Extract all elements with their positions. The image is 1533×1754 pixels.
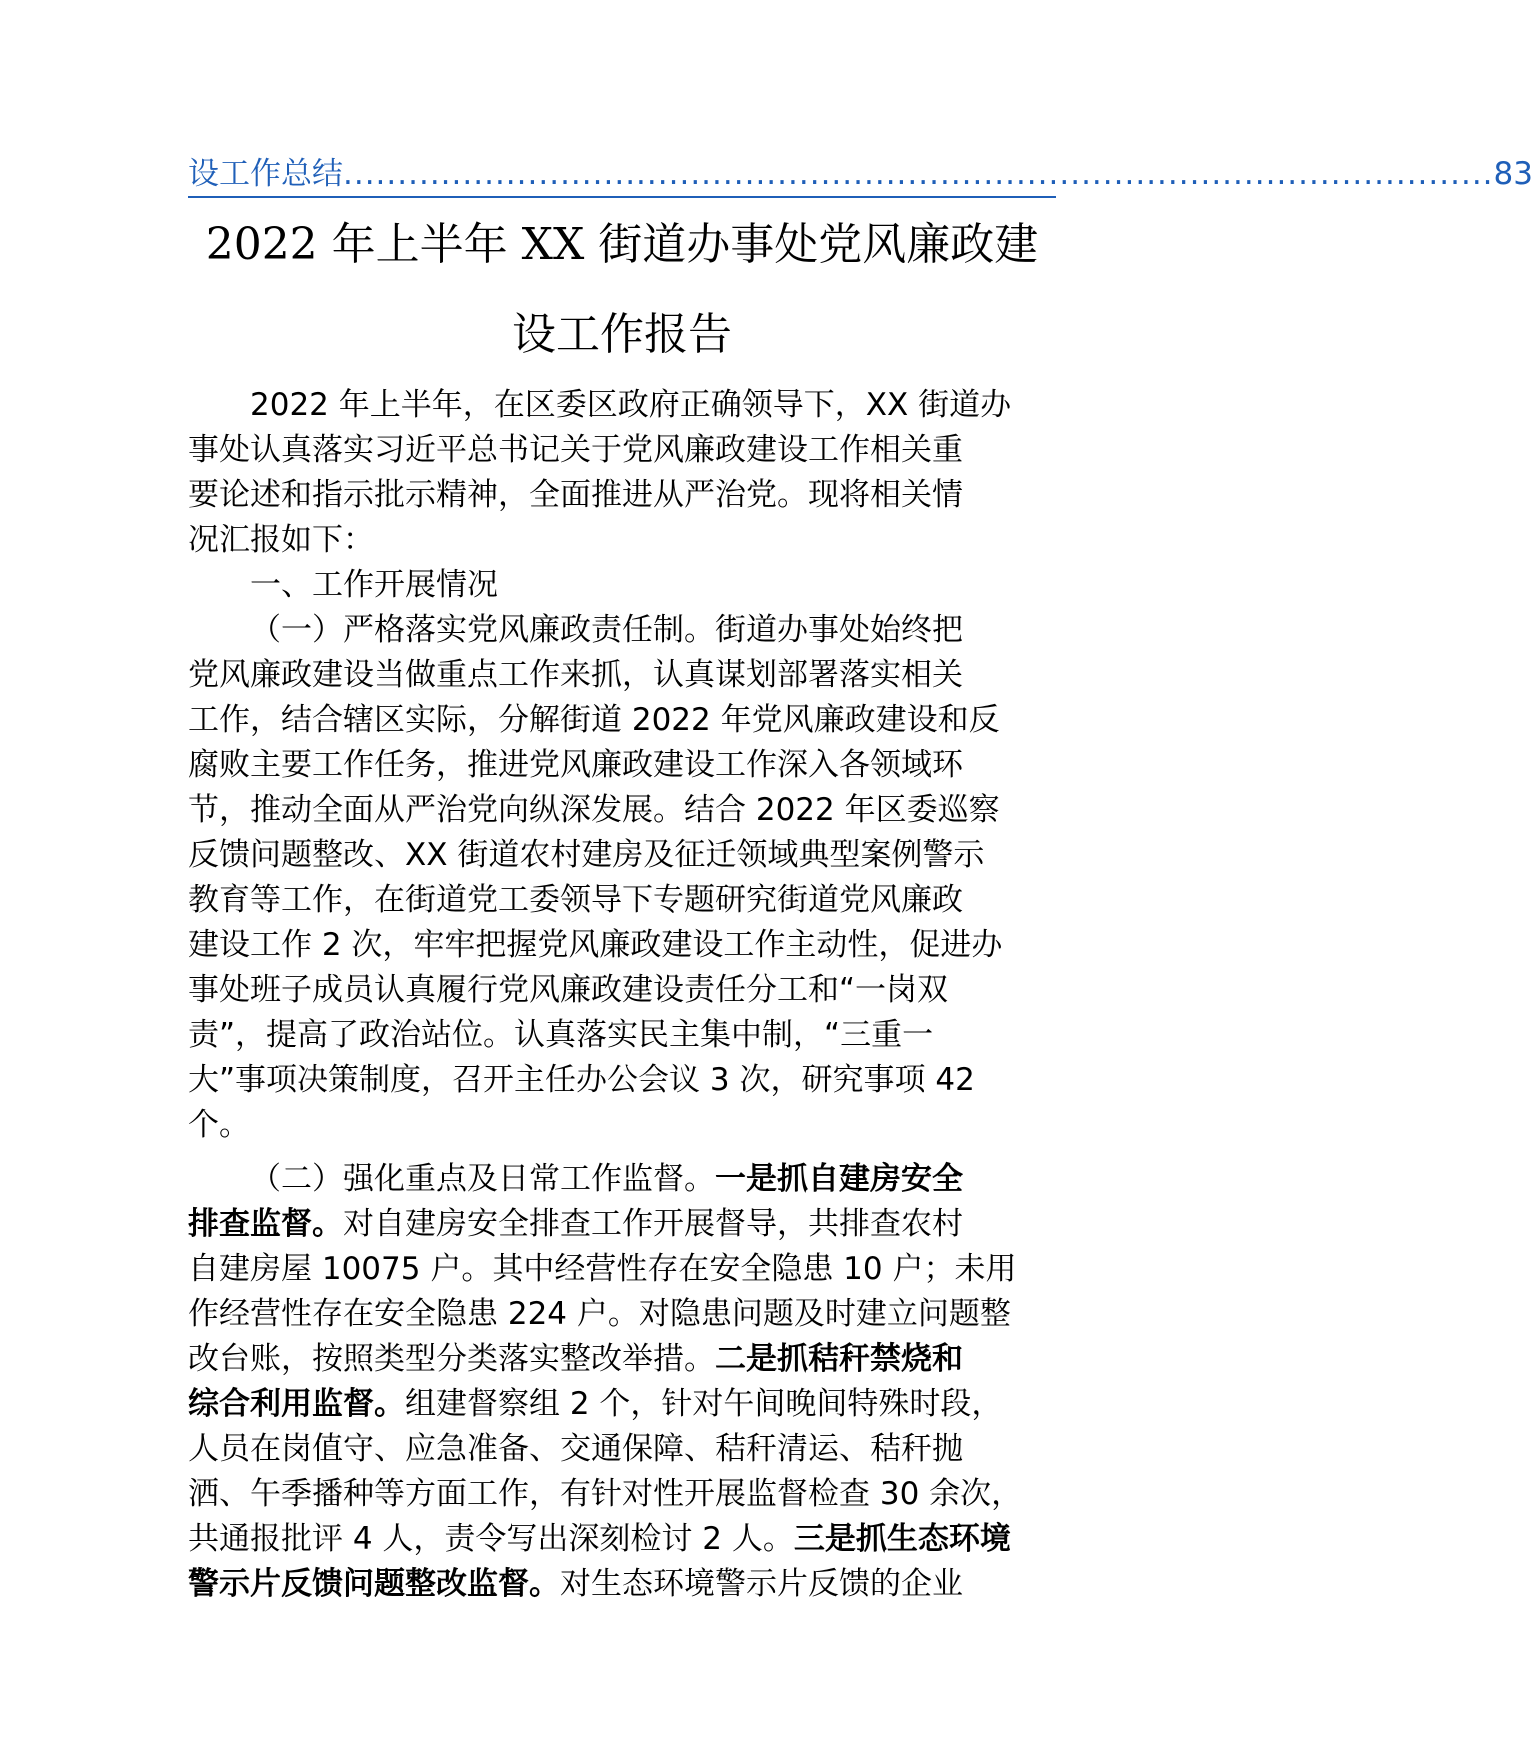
toc-entry-text[interactable]: 设工作总结 bbox=[188, 156, 343, 192]
toc-leader-dots: .......................................................................................................... bbox=[343, 156, 1494, 192]
bold-keyphrase: 三是抓生态环境 bbox=[793, 1521, 1011, 1557]
paragraph-line: 大”事项决策制度，召开主任办公会议 3 次，研究事项 42 bbox=[188, 1062, 975, 1098]
paragraph-line: 2022 年上半年，在区委区政府正确领导下，XX 街道办 bbox=[250, 387, 1012, 423]
subheading-text: （二）强化重点及日常工作监督。 bbox=[250, 1161, 715, 1197]
bold-keyphrase: 综合利用监督。 bbox=[188, 1386, 405, 1422]
paragraph-line: 党风廉政建设当做重点工作来抓，认真谋划部署落实相关 bbox=[188, 657, 963, 693]
bold-keyphrase: 警示片反馈问题整改监督。 bbox=[188, 1566, 560, 1602]
paragraph-line bbox=[188, 1517, 1056, 1562]
paragraph-line: 工作，结合辖区实际，分解街道 2022 年党风廉政建设和反 bbox=[188, 702, 1000, 738]
paragraph-line: 节，推动全面从严治党向纵深发展。结合 2022 年区委巡察 bbox=[188, 792, 1000, 828]
paragraph-line bbox=[188, 1562, 1056, 1607]
supervision-paragraph bbox=[188, 1157, 1056, 1607]
toc-entry-link[interactable] bbox=[188, 152, 1533, 198]
document-body bbox=[188, 383, 1056, 1607]
paragraph-line bbox=[188, 1202, 1056, 1247]
paragraph-text: 改台账，按照类型分类落实整改举措。 bbox=[188, 1341, 715, 1377]
bold-keyphrase: 一是抓自建房安全 bbox=[715, 1161, 963, 1197]
paragraph-line: 反馈问题整改、XX 街道农村建房及征迁领域典型案例警示 bbox=[188, 837, 985, 873]
toc-page-number[interactable]: 83 bbox=[1493, 156, 1533, 192]
paragraph-line: 人员在岗值守、应急准备、交通保障、秸秆清运、秸秆抛 bbox=[188, 1431, 963, 1467]
paragraph-line: 作经营性存在安全隐患 224 户。对隐患问题及时建立问题整 bbox=[188, 1296, 1011, 1332]
paragraph-line: 腐败主要工作任务，推进党风廉政建设工作深入各领域环 bbox=[188, 747, 963, 783]
paragraph-line: 建设工作 2 次，牢牢把握党风廉政建设工作主动性，促进办 bbox=[188, 927, 1003, 963]
paragraph-line: 洒、午季播种等方面工作，有针对性开展监督检查 30 余次， bbox=[188, 1476, 1023, 1512]
paragraph-text: 组建督察组 2 个，针对午间晚间特殊时段， bbox=[405, 1386, 1003, 1422]
paragraph-line: 况汇报如下： bbox=[188, 522, 374, 558]
paragraph-text: 对生态环境警示片反馈的企业 bbox=[560, 1566, 963, 1602]
paragraph-text: 共通报批评 4 人，责令写出深刻检讨 2 人。 bbox=[188, 1521, 794, 1557]
paragraph-line: 责”，提高了政治站位。认真落实民主集中制，“三重一 bbox=[188, 1017, 934, 1053]
document-title-line-1: 2022 年上半年 XX 街道办事处党风廉政建 bbox=[205, 219, 1039, 270]
document-title-line-2: 设工作报告 bbox=[512, 309, 732, 360]
paragraph-line: 自建房屋 10075 户。其中经营性存在安全隐患 10 户；未用 bbox=[188, 1251, 1017, 1287]
paragraph-line: 事处认真落实习近平总书记关于党风廉政建设工作相关重 bbox=[188, 432, 963, 468]
responsibility-paragraph bbox=[188, 608, 1056, 1148]
paragraph-line: （一）严格落实党风廉政责任制。街道办事处始终把 bbox=[250, 612, 963, 648]
paragraph-text: 对自建房安全排查工作开展督导，共排查农村 bbox=[343, 1206, 963, 1242]
intro-paragraph bbox=[188, 383, 1056, 563]
paragraph-line bbox=[188, 1337, 1056, 1382]
paragraph-line: 事处班子成员认真履行党风廉政建设责任分工和“一岗双 bbox=[188, 972, 949, 1008]
paragraph-line: 要论述和指示批示精神，全面推进从严治党。现将相关情 bbox=[188, 477, 963, 513]
paragraph-line: 个。 bbox=[188, 1107, 250, 1143]
paragraph-line: 教育等工作，在街道党工委领导下专题研究街道党风廉政 bbox=[188, 882, 963, 918]
paragraph-line bbox=[188, 1157, 1056, 1202]
bold-keyphrase: 排查监督。 bbox=[188, 1206, 343, 1242]
paragraph-line bbox=[188, 1382, 1056, 1427]
bold-keyphrase: 二是抓秸秆禁烧和 bbox=[715, 1341, 963, 1377]
section-heading: 一、工作开展情况 bbox=[250, 567, 498, 603]
